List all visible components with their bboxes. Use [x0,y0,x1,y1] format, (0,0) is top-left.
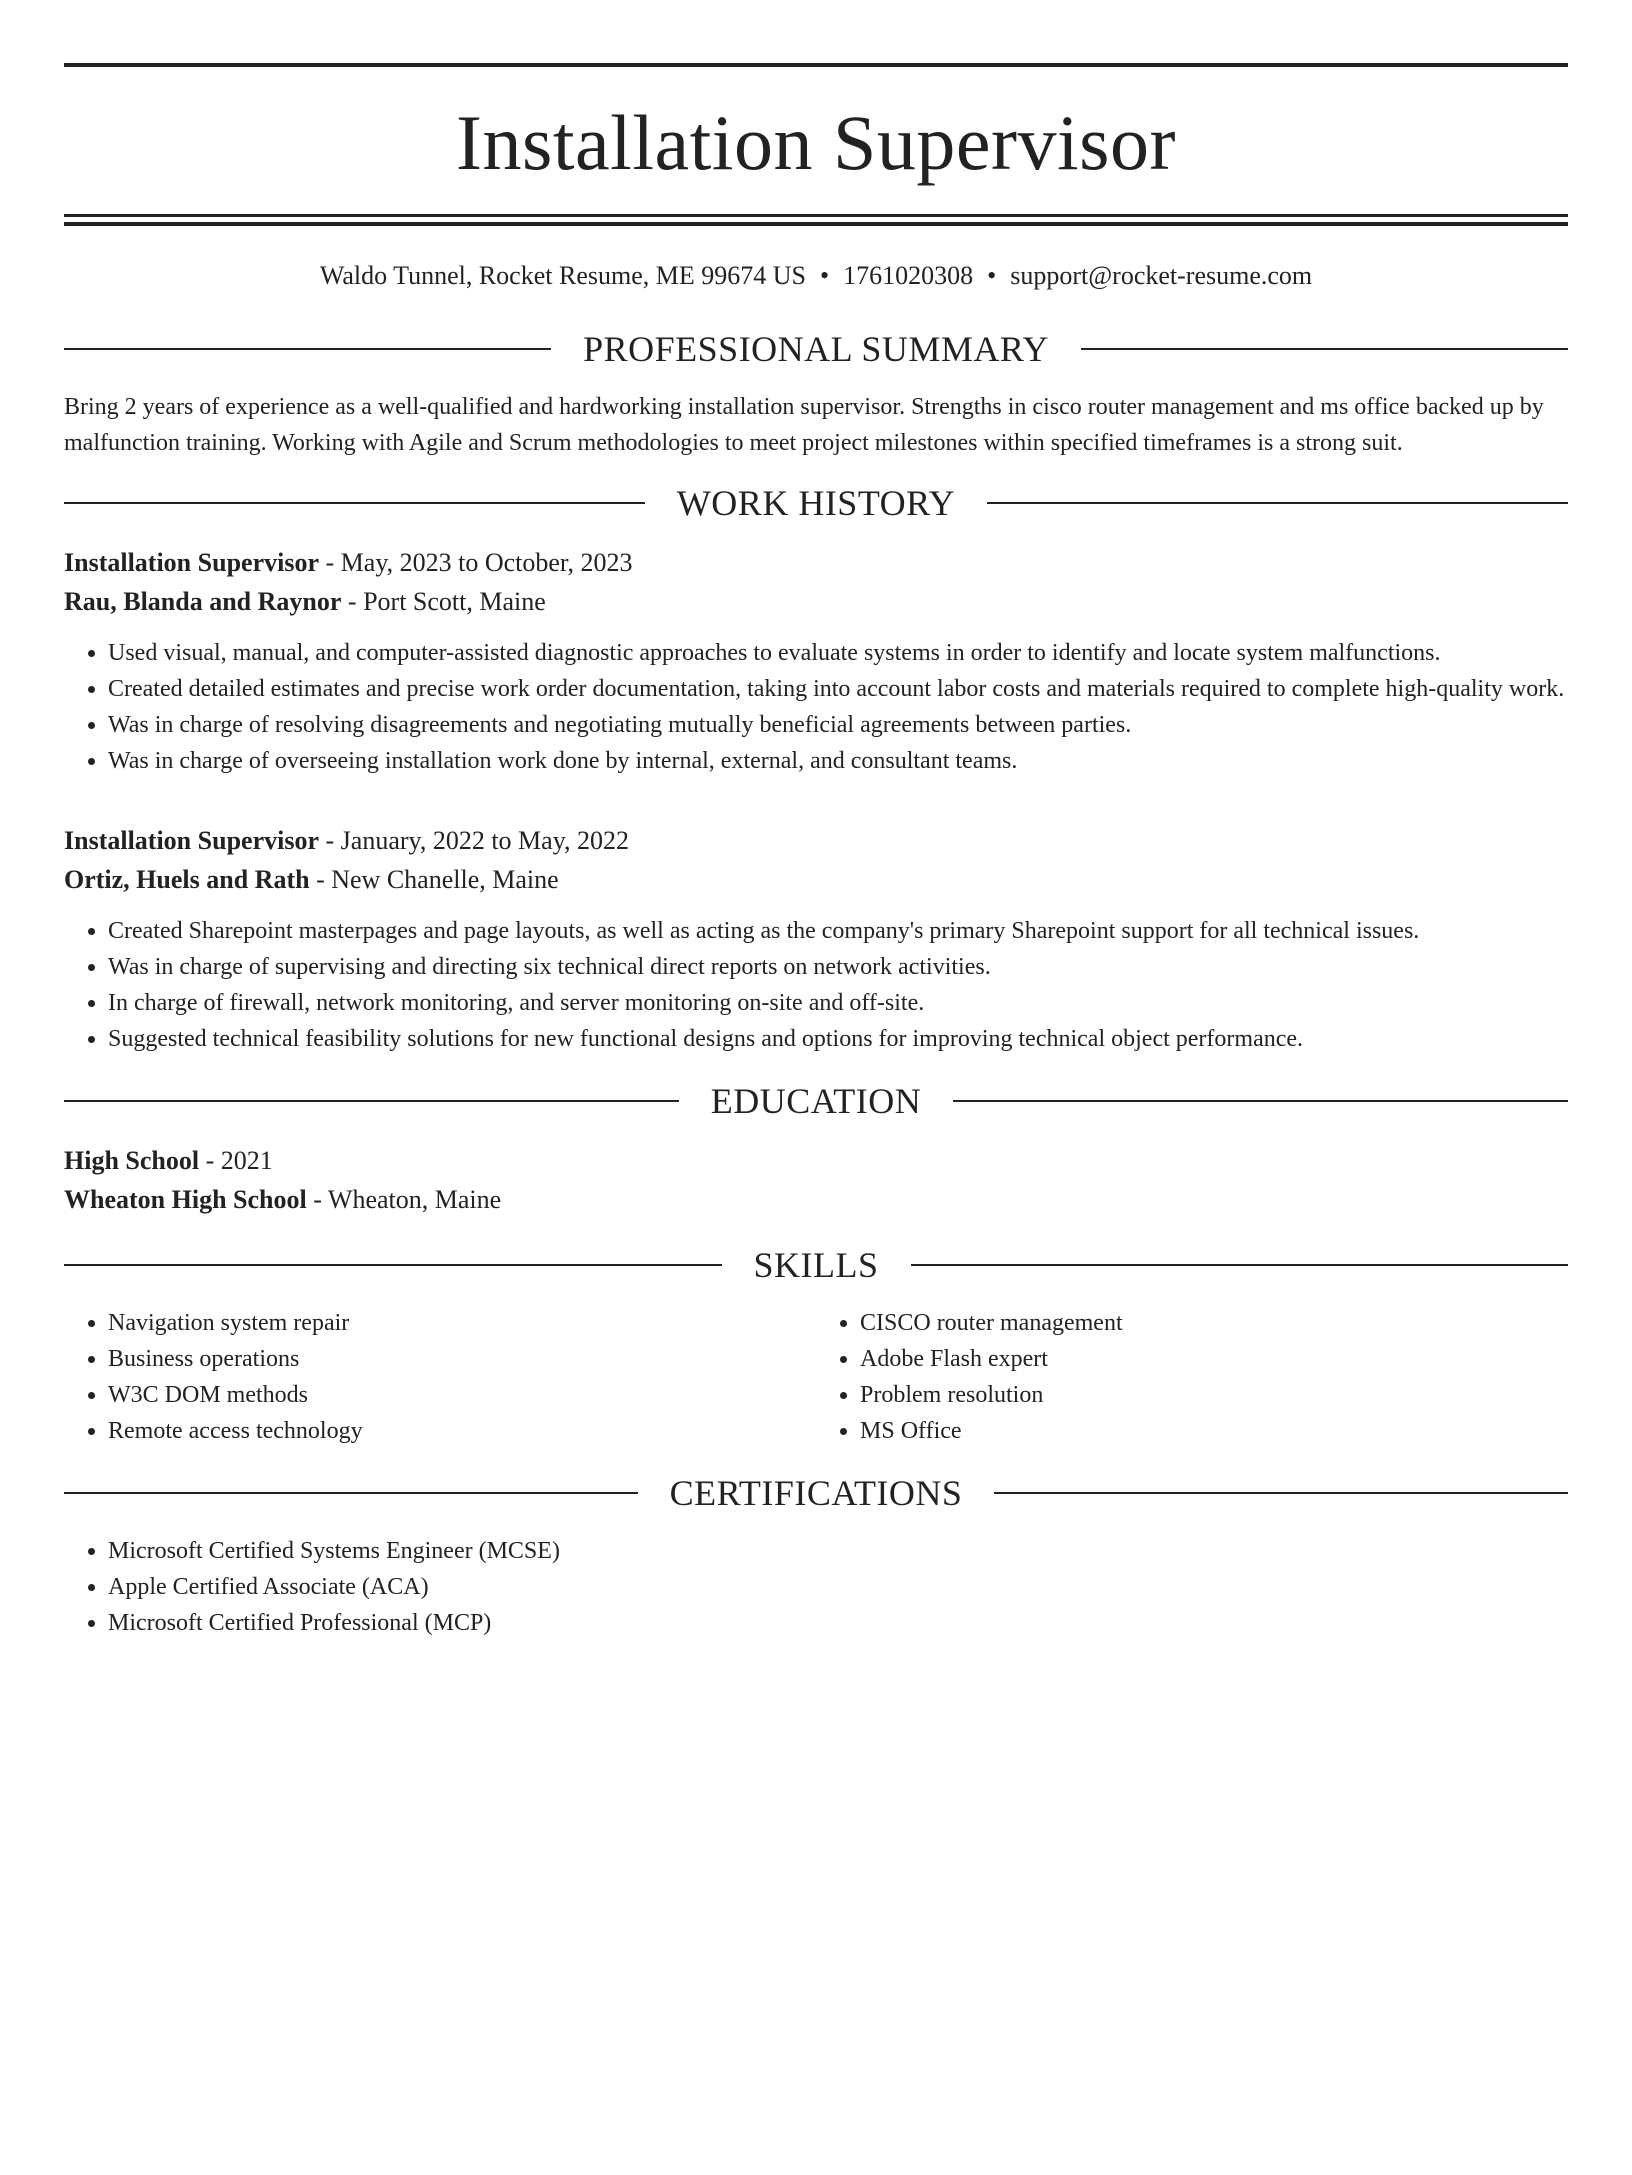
skills-column-right [816,1305,1568,1449]
list-item: • Created Sharepoint masterpages and page layouts, as well as acting as the company's primary Sharepoint support for all technical issues. [108,913,1568,949]
section-heading-skills [64,1245,1568,1286]
divider-line [994,1492,1568,1494]
list-item: • Created detailed estimates and precise work order documentation, taking into account labor costs and materials required to complete high-quality work. [108,671,1568,707]
skills-grid [64,1305,1568,1449]
divider-line [64,1264,722,1266]
job-title: Installation Supervisor [64,548,319,578]
list-item: • Was in charge of supervising and directing six technical direct reports on network activities. [108,949,1568,985]
job-company: Ortiz, Huels and Rath [64,865,310,895]
list-item: • Navigation system repair [108,1305,816,1341]
skills-column-left [64,1305,816,1449]
education-degree-line [64,1141,1568,1180]
list-item: • MS Office [860,1413,1568,1449]
list-item: • Microsoft Certified Professional (MCP) [108,1605,1568,1641]
section-title: PROFESSIONAL SUMMARY [583,329,1049,370]
section-title: WORK HISTORY [676,483,956,524]
list-item: • Suggested technical feasibility solutions for new functional designs and options for improving technical object performance. [108,1021,1568,1057]
contact-separator: • [820,261,830,290]
list-item: • Was in charge of resolving disagreements and negotiating mutually beneficial agreements between parties. [108,707,1568,743]
list-item: • Microsoft Certified Systems Engineer (MCSE) [108,1533,1568,1569]
resume-page [0,63,1632,2175]
job-location: - Port Scott, Maine [341,587,546,617]
section-heading-work-history [64,483,1568,524]
education-location: - Wheaton, Maine [306,1185,502,1215]
contact-address: Waldo Tunnel, Rocket Resume, ME 99674 US [319,261,806,290]
section-heading-summary [64,329,1568,370]
divider-line [953,1100,1568,1102]
divider-line [64,502,645,504]
job-company-line [64,582,1568,621]
job-bullets [64,635,1568,779]
section-heading-education [64,1081,1568,1122]
job-title: Installation Supervisor [64,826,319,856]
divider-line [64,1492,638,1494]
divider-line [64,1100,679,1102]
contact-email: support@rocket-resume.com [1010,261,1313,290]
list-item: • Used visual, manual, and computer-assisted diagnostic approaches to evaluate systems in order to identify and locate system malfunctions. [108,635,1568,671]
top-rule [64,63,1568,67]
education-school-line [64,1180,1568,1219]
page-title: Installation Supervisor [456,99,1176,186]
education-degree: High School [64,1146,200,1176]
job-company: Rau, Blanda and Raynor [64,587,342,617]
list-item: • Remote access technology [108,1413,816,1449]
job-company-line [64,860,1568,899]
contact-separator: • [987,261,997,290]
list-item: • Apple Certified Associate (ACA) [108,1569,1568,1605]
job-bullets [64,913,1568,1057]
divider-line [987,502,1568,504]
certifications-list [64,1533,1568,1641]
list-item: • W3C DOM methods [108,1377,816,1413]
summary-text: Bring 2 years of experience as a well-qualified and hardworking installation supervisor. Strengths in cisco router management and ms office backed up by malfunction training. Working with Agile and Scrum methodologies to meet project milestones within specified timeframes is a strong suit. [64,394,1544,457]
section-title: CERTIFICATIONS [669,1473,963,1514]
divider-line [64,348,551,350]
section-heading-certifications [64,1473,1568,1514]
list-item: • Was in charge of overseeing installation work done by internal, external, and consultant teams. [108,743,1568,779]
education-year: - 2021 [199,1146,273,1176]
job-entry [64,821,1568,1057]
list-item: • CISCO router management [860,1305,1568,1341]
job-title-line [64,821,1568,860]
section-title: EDUCATION [710,1081,922,1122]
list-item: • Adobe Flash expert [860,1341,1568,1377]
job-entry [64,543,1568,779]
list-item: • Problem resolution [860,1377,1568,1413]
divider-line [911,1264,1569,1266]
job-dates: - January, 2022 to May, 2022 [319,826,630,856]
education-school: Wheaton High School [64,1185,307,1215]
list-item: • In charge of firewall, network monitoring, and server monitoring on-site and off-site. [108,985,1568,1021]
job-title-line [64,543,1568,582]
section-title: SKILLS [753,1245,879,1286]
title-double-rule [64,214,1568,226]
job-dates: - May, 2023 to October, 2023 [319,548,633,578]
contact-phone: 1761020308 [843,261,974,290]
contact-line [64,260,1568,291]
job-location: - New Chanelle, Maine [309,865,559,895]
divider-line [1081,348,1568,350]
list-item: • Business operations [108,1341,816,1377]
